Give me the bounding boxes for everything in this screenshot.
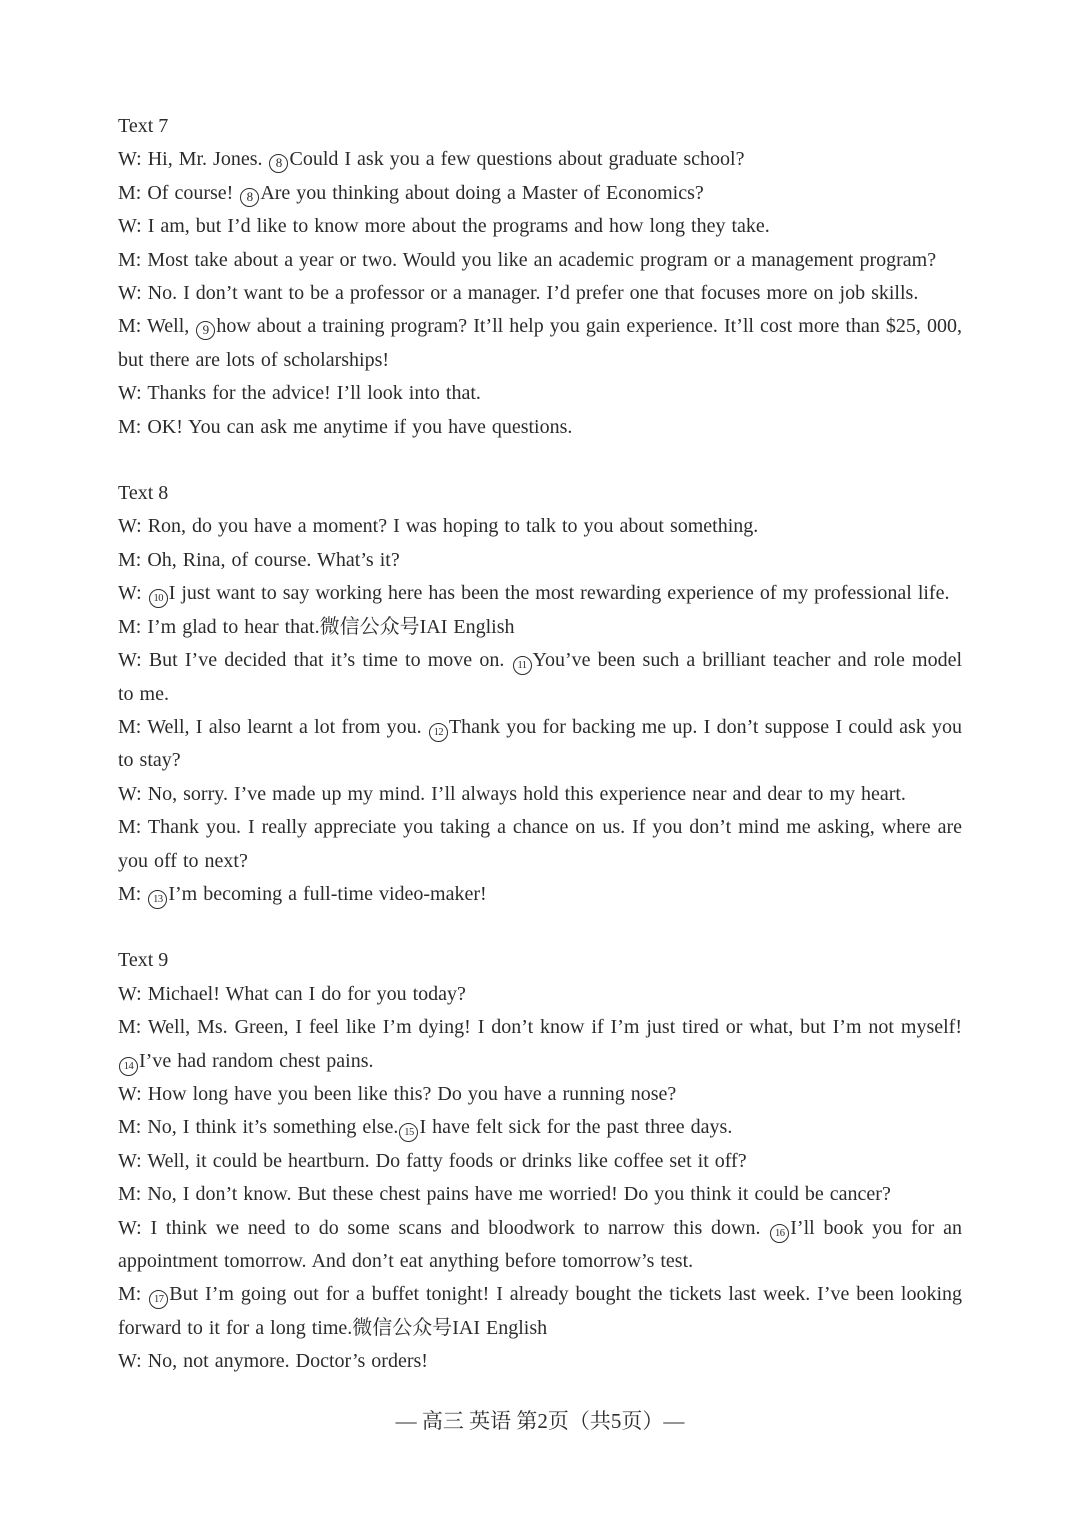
dialogue-line: M: OK! You can ask me anytime if you have questions. — [118, 415, 573, 438]
dialogue-lines — [118, 510, 962, 911]
dialogue-lines — [118, 143, 962, 444]
dialogue-line: W: No, sorry. I’ve made up my mind. I’ll always hold this experience near and dear to my heart. — [118, 782, 906, 805]
dialogue-line: W: Well, it could be heartburn. Do fatty foods or drinks like coffee set it off? — [118, 1149, 747, 1172]
dialogue-line: M: Oh, Rina, of course. What’s it? — [118, 548, 400, 571]
dialogue-line: W: How long have you been like this? Do you have a running nose? — [118, 1082, 677, 1105]
section-title: Text 7 — [118, 115, 169, 137]
circled-number: 11 — [513, 656, 532, 675]
section-title: Text 8 — [118, 482, 169, 505]
dialogue-line: W: Ron, do you have a moment? I was hoping to talk to you about something. — [118, 515, 759, 538]
circled-number: 17 — [149, 1290, 168, 1309]
dialogue-line: M: Well, I also learnt a lot from you. 12 Thank you for backing me up. I don’t suppose I could ask you to stay? — [118, 715, 962, 772]
dialogue-line: W: Thanks for the advice! I’ll look into that. — [118, 382, 481, 405]
dialogue-line: W: No. I don’t want to be a professor or a manager. I’d prefer one that focuses more on job skills. — [118, 282, 919, 305]
dialogue-line: M: 13 I’m becoming a full-time video-maker! — [118, 878, 962, 911]
dialogue-lines — [118, 978, 962, 1379]
dialogue-line: M: No, I think it’s something else. 15 I have felt sick for the past three days. — [118, 1111, 962, 1144]
circled-number: 8 — [269, 154, 288, 173]
section-text-9 — [118, 944, 962, 1378]
circled-number: 15 — [399, 1123, 418, 1142]
section-text-8 — [118, 477, 962, 911]
dialogue-line: M: Of course! 8 Are you thinking about doing a Master of Economics? — [118, 177, 962, 210]
dialogue-line: M: Most take about a year or two. Would you like an academic program or a management program? — [118, 248, 937, 271]
dialogue-line: M: 17 But I’m going out for a buffet tonight! I already bought the tickets last week. I’ve been looking forward to it for a long time.微信公众号IAI English — [118, 1283, 963, 1339]
section-text-7 — [118, 110, 962, 444]
circled-number: 16 — [770, 1224, 789, 1243]
circled-number: 8 — [240, 188, 259, 207]
dialogue-line: M: No, I don’t know. But these chest pains have me worried! Do you think it could be cancer? — [118, 1183, 891, 1206]
dialogue-line: W: Michael! What can I do for you today? — [118, 982, 466, 1005]
circled-number: 13 — [148, 890, 167, 909]
dialogue-line: W: I think we need to do some scans and bloodwork to narrow this down. 16 I’ll book you for an appointment tomorrow. And don’t eat anything before tomorrow’s test. — [118, 1216, 962, 1272]
circled-number: 10 — [149, 589, 168, 608]
circled-number: 9 — [196, 321, 215, 340]
dialogue-line: M: Well, 9 how about a training program? It’ll help you gain experience. It’ll cost more than $25, 000, but there are lots of scholarships! — [118, 315, 962, 371]
dialogue-line: M: I’m glad to hear that.微信公众号IAI English — [118, 615, 515, 638]
circled-number: 14 — [119, 1057, 138, 1076]
dialogue-line: W: I am, but I’d like to know more about the programs and how long they take. — [118, 215, 770, 238]
page-footer: — 高三 英语 第2页（共5页）— — [395, 1409, 685, 1433]
dialogue-line: W: But I’ve decided that it’s time to move on. 11 You’ve been such a brilliant teacher and role model to me. — [118, 649, 963, 705]
section-title: Text 9 — [118, 949, 169, 972]
dialogue-line: W: No, not anymore. Doctor’s orders! — [118, 1350, 428, 1373]
dialogue-line: W: 10 I just want to say working here has been the most rewarding experience of my professional life. — [118, 577, 962, 610]
dialogue-line: M: Thank you. I really appreciate you taking a chance on us. If you don’t mind me asking, where are you off to next? — [118, 816, 962, 872]
circled-number: 12 — [429, 723, 448, 742]
dialogue-line: M: Well, Ms. Green, I feel like I’m dying! I don’t know if I’m just tired or what, but I’m not myself! 14 I’ve had random chest pains. — [118, 1011, 962, 1078]
dialogue-line: W: Hi, Mr. Jones. 8 Could I ask you a few questions about graduate school? — [118, 143, 962, 176]
